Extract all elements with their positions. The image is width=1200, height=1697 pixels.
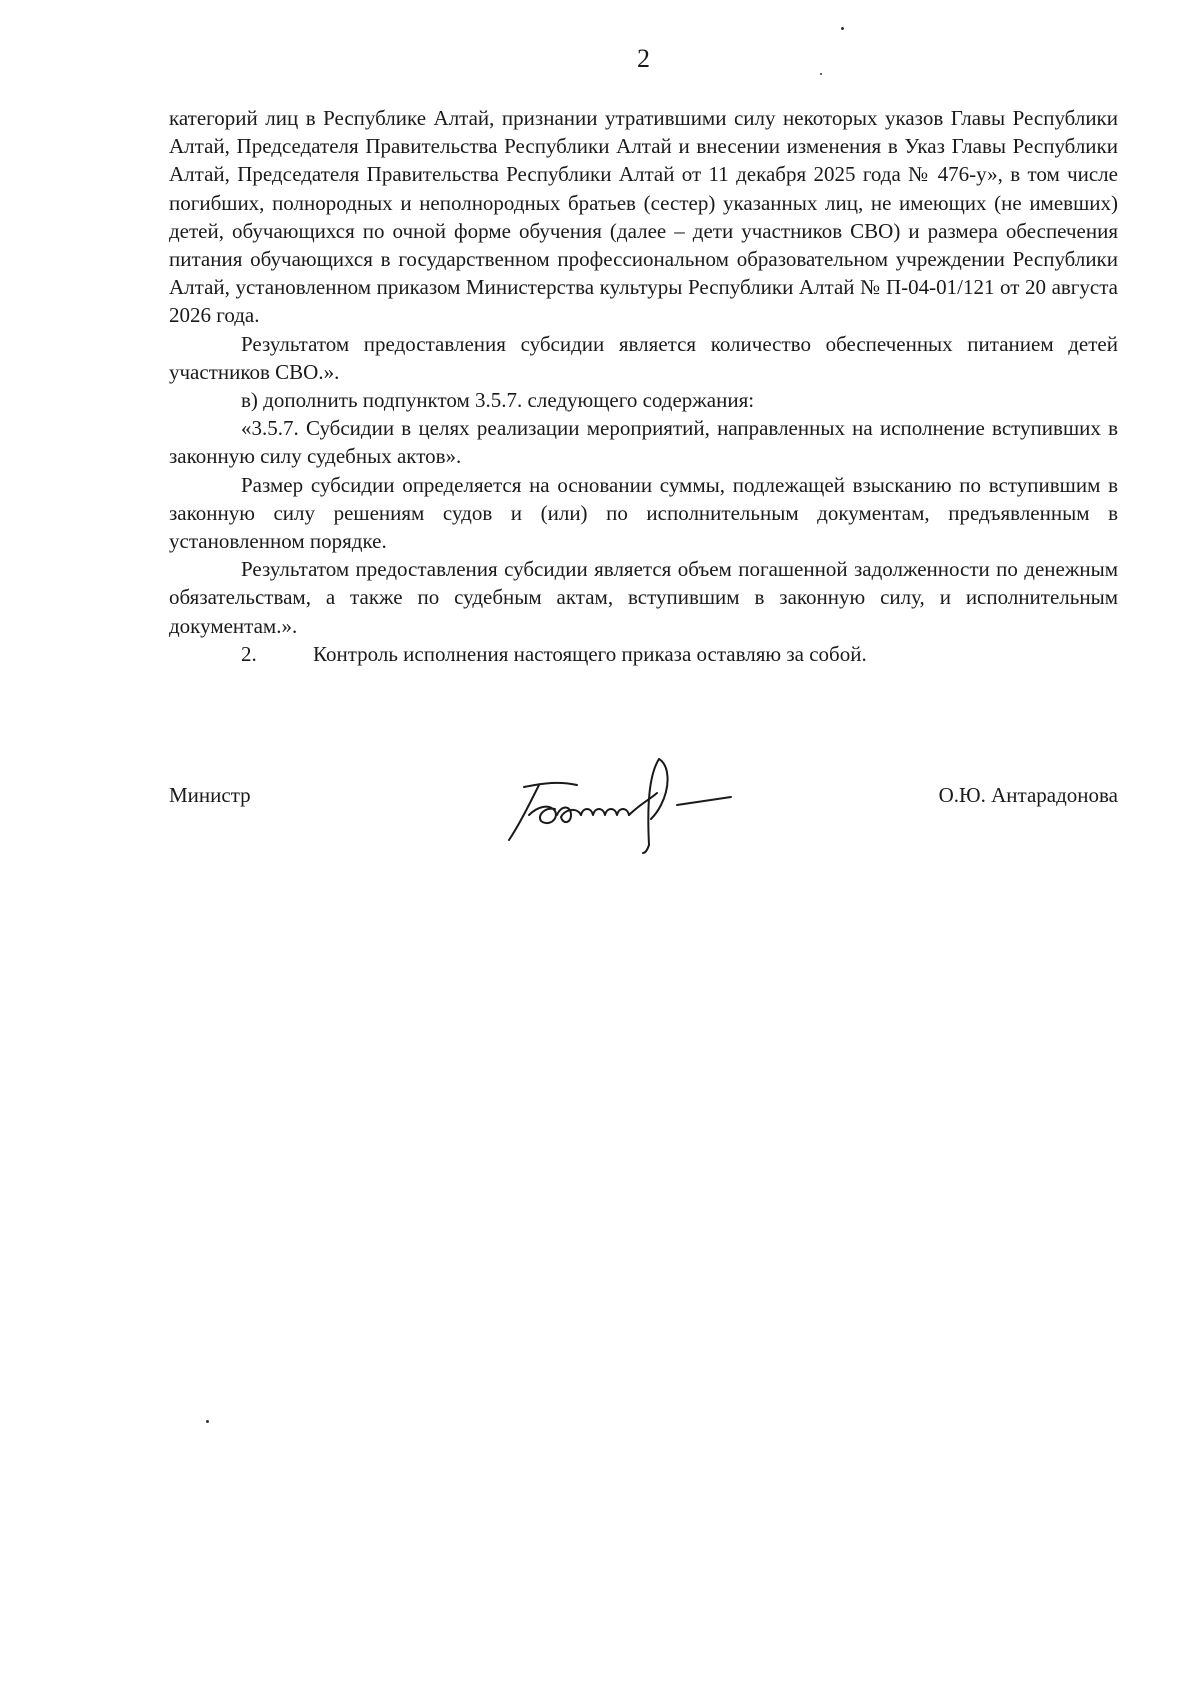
item-2-number: 2. — [241, 641, 257, 666]
paragraph-amendment-c: в) дополнить подпунктом 3.5.7. следующего содержания: — [241, 388, 755, 413]
item-2 — [169, 640, 1118, 668]
signature-block — [169, 745, 1118, 865]
scan-speck — [820, 73, 822, 75]
paragraph-subsidy-357: «3.5.7. Субсидии в целях реализации мероприятий, направленных на исполнение вступивших в законную силу судебных актов». — [169, 416, 1118, 469]
handwritten-signature — [499, 745, 759, 865]
document-body — [169, 104, 1118, 668]
signatory-name: О.Ю. Антарадонова — [938, 783, 1118, 807]
page-number: 2 — [637, 44, 650, 73]
paragraph-subsidy-size: Размер субсидии определяется на основании суммы, подлежащей взысканию по вступившим в законную силу решениям судов и (или) по исполнительным документам, предъявленным в установленном порядке. — [169, 472, 1118, 554]
signatory-position: Министр — [169, 783, 251, 807]
scan-speck — [206, 1420, 209, 1423]
scan-speck — [841, 27, 844, 30]
paragraph-subsidy-result: Результатом предоставления субсидии является объем погашенной задолженности по денежным обязательствам, а также по судебным актам, вступившим в законную силу, и исполнительным документам.». — [169, 557, 1118, 638]
paragraph-result-svo: Результатом предоставления субсидии является количество обеспеченных питанием детей участников СВО.». — [169, 331, 1118, 384]
item-2-text: Контроль исполнения настоящего приказа оставляю за собой. — [313, 641, 867, 666]
paragraph-continuation: категорий лиц в Республике Алтай, признании утратившими силу некоторых указов Главы Республики Алтай, Председателя Правительства Республики Алтай и внесении изменения в Указ Главы Республики Алтай, Председателя Правительства Республики Алтай от 11 декабря 2025 года № 476-у», в том числе погибших, полнородных и неполнородных братьев (сестер) указанных лиц, не имеющих (не имевших) детей, обучающихся по очной форме обучения (далее – дети участников СВО) и размера обеспечения питания обучающихся в государственном профессиональном образовательном учреждении Республики Алтай, установленном приказом Министерства культуры Республики Алтай № П-04-01/121 от 20 августа 2026 года. — [169, 106, 1118, 328]
